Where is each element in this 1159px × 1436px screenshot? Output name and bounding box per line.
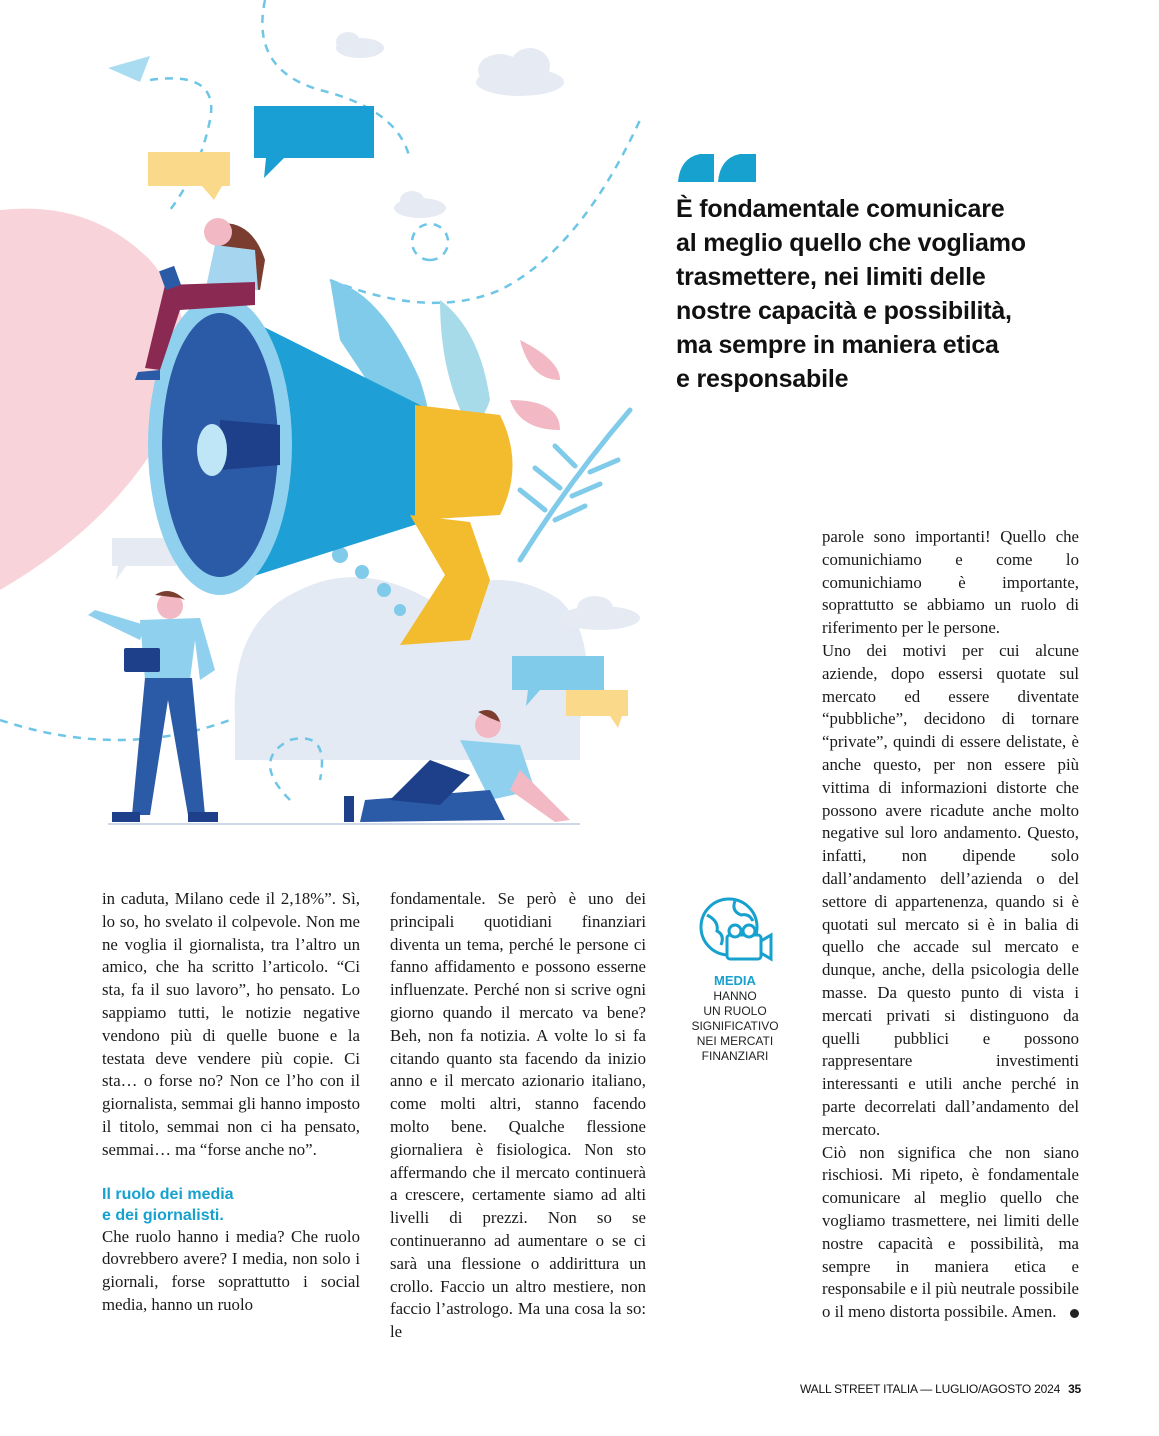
article-column-3 bbox=[822, 526, 1079, 1324]
body-paragraph-text: Ciò non significa che non siano rischiosi. Mi ripeto, è fondamentale comunicare al meglio quello che vogliamo trasmettere, nei limiti delle nostre capacità e possibilità, ma sempre in maniera etica e responsabile e il più neutrale possibile o il meno distorta possibile. Amen. bbox=[822, 1142, 1079, 1322]
pull-quote-line: ma sempre in maniera etica bbox=[676, 331, 999, 359]
body-paragraph: parole sono importanti! Quello che comunichiamo e come lo comunichiamo è importante, soprattutto se abbiamo un ruolo di riferimento per le persone. bbox=[822, 527, 1079, 638]
body-paragraph: Che ruolo hanno i media? Che ruolo dovrebbero avere? I media, non solo i giornali, forse soprattutto i social media, hanno un ruolo bbox=[102, 1226, 360, 1314]
pull-quote-line: È fondamentale comunicare bbox=[676, 195, 1005, 223]
media-callout bbox=[680, 895, 790, 1064]
footer-publication: WALL STREET ITALIA — LUGLIO/AGOSTO 2024 bbox=[800, 1382, 1061, 1396]
page-number: 35 bbox=[1068, 1382, 1082, 1396]
body-paragraph: in caduta, Milano cede il 2,18%”. Sì, lo so, ho svelato il colpevole. Non me ne voglia il giornalista, tra l’altro un amico, che ha scritto l’articolo. “Ci sta, fa il suo lavoro”, ho pensato. Lo sappiamo tutti, le notizie negative vendono più di quelle buone e la testata deve vendere più copie. Ci sta… o forse no? Non ce l’ho con il giornalista, semmai gli hanno imposto il titolo, semmai non ci ha pensato, semmai… ma “forse anche no”. bbox=[102, 889, 360, 1159]
pull-quote-line: trasmettere, nei limiti delle bbox=[676, 263, 986, 291]
section-subhead bbox=[102, 1184, 360, 1226]
leaf-icon bbox=[510, 340, 560, 430]
body-paragraph bbox=[822, 1142, 1079, 1324]
speech-bubble-icon bbox=[148, 152, 230, 200]
fern-icon bbox=[520, 410, 630, 560]
body-paragraph: Uno dei motivi per cui alcune aziende, dopo essersi quotate sul mercato ed essere diventate “pubbliche”, decidono di tornare “private”, quindi di essere delistate, è anche questo, per non essere più vittima di informazioni distorte che possono avere ricadute anche molto negative sul loro andamento. Questo, infatti, non dipende solo dall’andamento dell’azienda o del settore di appartenenza, quando si è quotati sul mercato si è in balia di quello che accade sul mercato e dunque, anche, della psicologia delle masse. Da questo punto di vista i mercati privati si distinguono da quelli pubblici e possono rappresentare investimenti interessanti e utili anche perché in parte decorrelati dall’andamento del mercato. bbox=[822, 640, 1079, 1139]
media-callout-line: NEI MERCATI bbox=[696, 1034, 774, 1048]
pull-quote-line: al meglio quello che vogliamo bbox=[676, 229, 1026, 257]
subhead-line: Il ruolo dei media bbox=[102, 1185, 234, 1203]
megaphone-illustration bbox=[0, 0, 660, 840]
paper-plane-icon bbox=[108, 56, 150, 82]
subhead-line: e dei giornalisti. bbox=[102, 1206, 224, 1224]
standing-man-figure bbox=[88, 591, 218, 822]
end-of-article-icon bbox=[1070, 1309, 1079, 1318]
page-footer bbox=[800, 1382, 1080, 1396]
pull-quote-line: e responsabile bbox=[676, 365, 849, 393]
globe-camera-icon bbox=[695, 895, 775, 971]
quote-mark-icon bbox=[676, 152, 758, 184]
speech-bubble-icon bbox=[254, 106, 374, 178]
body-paragraph: fondamentale. Se però è uno dei principali quotidiani finanziari diventa un tema, perché le persone ci fanno affidamento e possono esserne influenzate. Perché non si scrive ogni giorno quando il mercato va bene? Beh, non fa notizia. A volte lo si fa citando quanto sta facendo da inizio anno e il mercato azionario italiano, come molti altri, stanno facendo molto bene. Qualche flessione giornaliera è fisiologica. Non sto affermando che il mercato continuerà a crescere, certamente siamo ad alti livelli di prezzi. Non so se continueranno ad aumentare o se ci sarà una flessione o addirittura un crollo. Faccio un altro mestiere, non faccio l’astrologo. Ma una cosa la so: le bbox=[390, 889, 646, 1342]
media-callout-title: MEDIA bbox=[714, 973, 756, 988]
pull-quote bbox=[676, 192, 1096, 396]
pull-quote-line: nostre capacità e possibilità, bbox=[676, 297, 1012, 325]
article-column-1 bbox=[102, 888, 360, 1317]
leaf-icon bbox=[440, 300, 490, 423]
article-column-2 bbox=[390, 888, 646, 1344]
media-callout-line: UN RUOLO bbox=[703, 1004, 767, 1018]
media-callout-line: SIGNIFICATIVO bbox=[691, 1019, 779, 1033]
media-callout-line: FINANZIARI bbox=[701, 1049, 769, 1063]
media-callout-line: HANNO bbox=[713, 989, 757, 1003]
